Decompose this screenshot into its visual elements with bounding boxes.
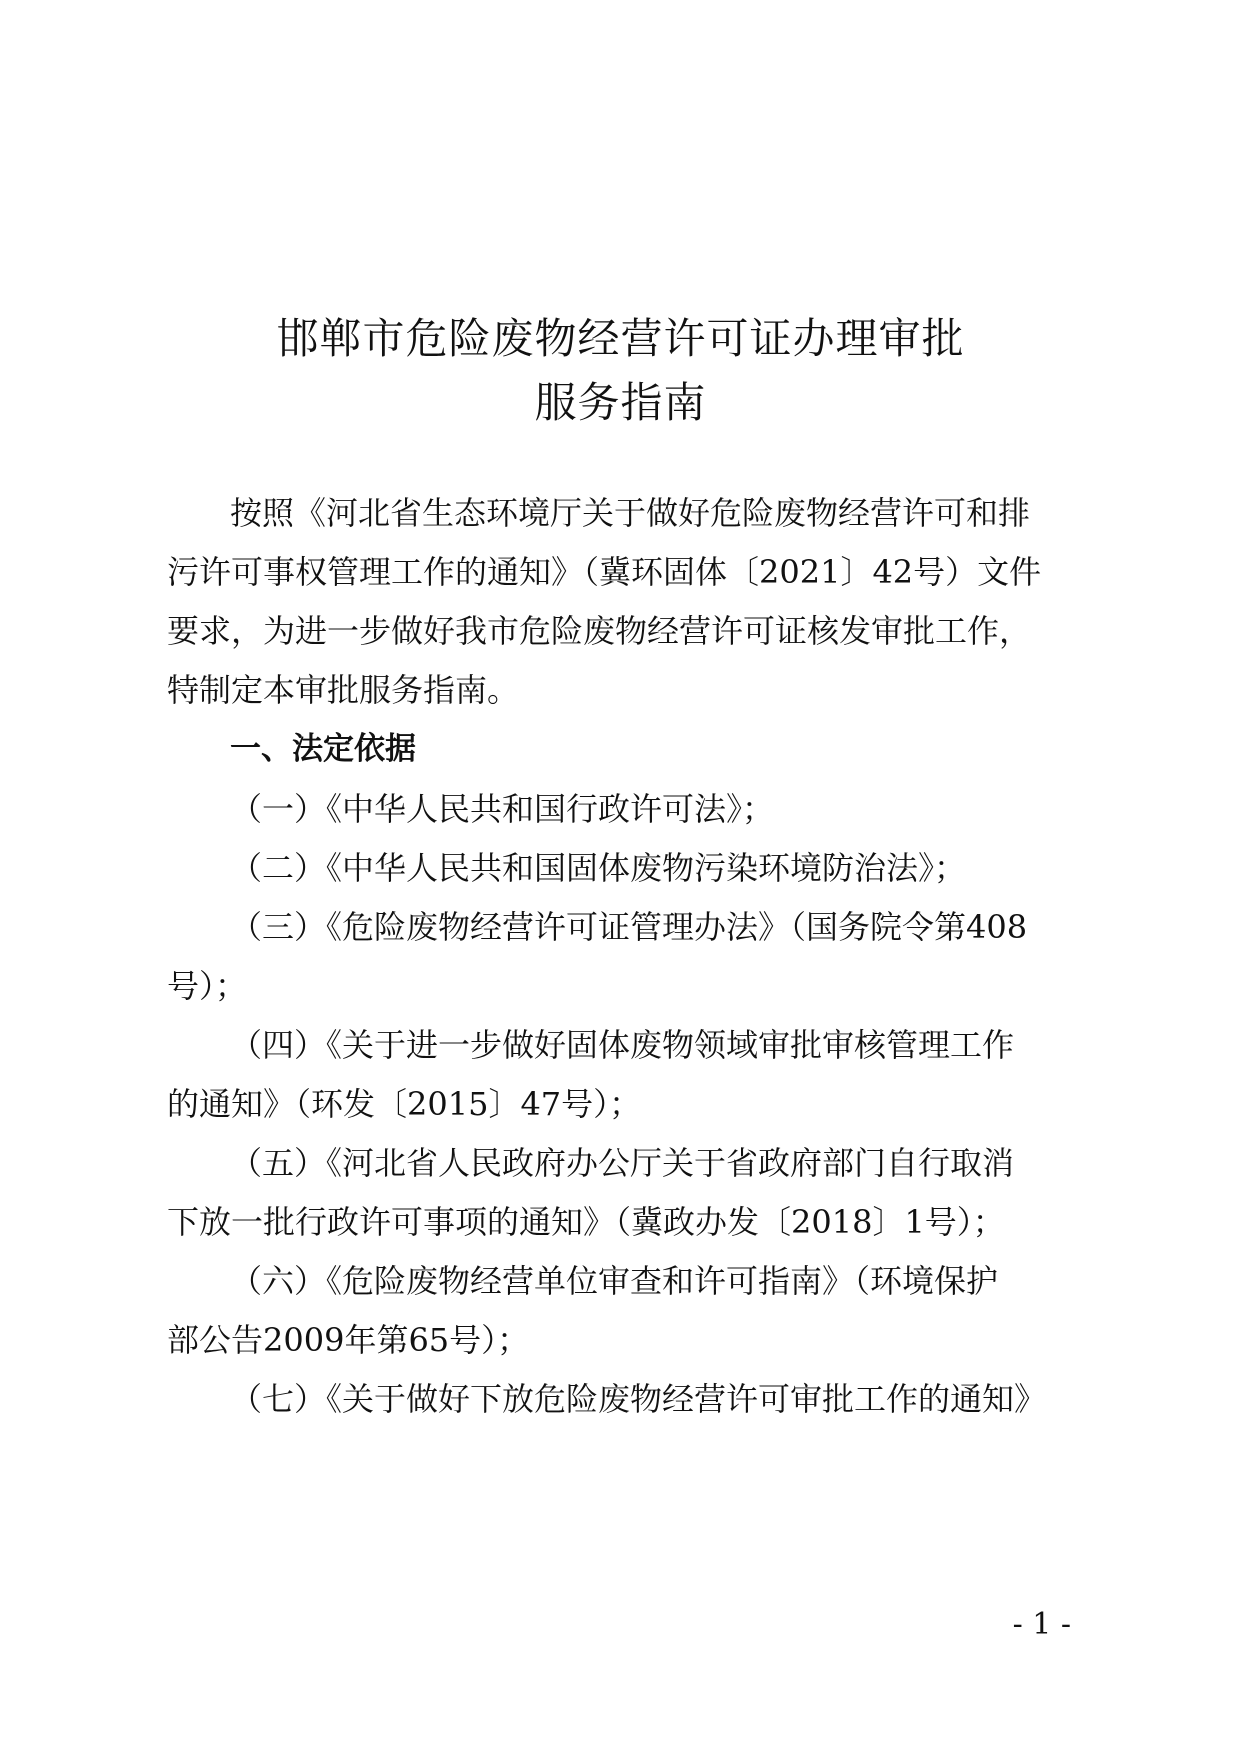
legal-basis-item-4-line-2: 的通知》（环发〔2015〕47号）；	[167, 1085, 642, 1123]
legal-basis-item-7-line-1: （七）《关于做好下放危险废物经营许可审批工作的通知》	[230, 1380, 1047, 1418]
legal-basis-item-3-line-1: （三）《危险废物经营许可证管理办法》（国务院令第408	[230, 908, 1028, 946]
legal-basis-item-5-line-1: （五）《河北省人民政府办公厅关于省政府部门自行取消	[230, 1144, 1015, 1182]
legal-basis-item-5-line-2: 下放一批行政许可事项的通知》（冀政办发〔2018〕1号）；	[167, 1203, 1005, 1241]
legal-basis-item-6-line-2: 部公告2009年第65号）；	[167, 1321, 530, 1359]
section-heading-legal-basis: 一、法定依据	[230, 731, 416, 767]
legal-basis-item-6-line-1: （六）《危险废物经营单位审查和许可指南》（环境保护	[230, 1262, 999, 1300]
intro-paragraph-line-3: 要求，为进一步做好我市危险废物经营许可证核发审批工作，	[167, 612, 1032, 650]
intro-paragraph-line-4: 特制定本审批服务指南。	[167, 671, 520, 709]
document-title-line-1: 邯郸市危险废物经营许可证办理审批	[276, 314, 965, 363]
intro-paragraph-line-1: 按照《河北省生态环境厅关于做好危险废物经营许可和排	[230, 494, 1031, 532]
legal-basis-item-1: （一）《中华人民共和国行政许可法》；	[230, 790, 775, 828]
legal-basis-item-2: （二）《中华人民共和国固体废物污染环境防治法》；	[230, 849, 967, 887]
intro-paragraph-line-2: 污许可事权管理工作的通知》（冀环固体〔2021〕42号）文件	[167, 553, 1042, 591]
legal-basis-item-4-line-1: （四）《关于进一步做好固体废物领域审批审核管理工作	[230, 1026, 1015, 1064]
document-title-line-2: 服务指南	[534, 378, 707, 427]
legal-basis-item-3-line-2: 号）；	[167, 967, 248, 1005]
page-number: - 1 -	[1012, 1607, 1071, 1642]
